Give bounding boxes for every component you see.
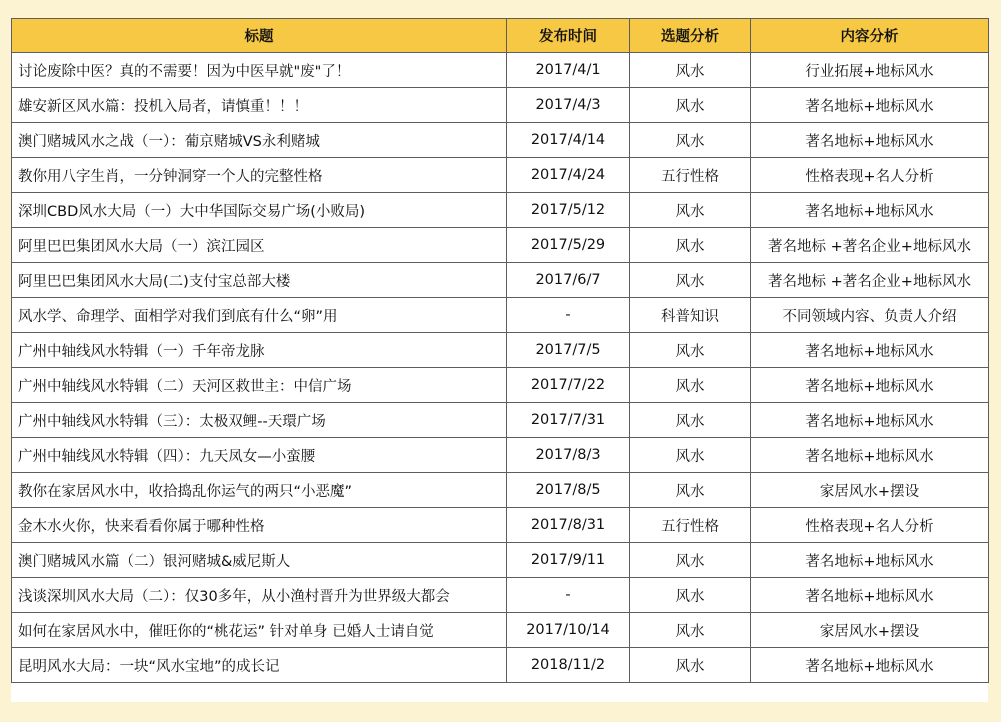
row-publish-date: 2017/5/12 [507, 193, 630, 228]
table-row [12, 158, 989, 193]
row-publish-date: 2017/8/3 [507, 438, 630, 473]
row-title: 教你用八字生肖，一分钟洞穿一个人的完整性格 [12, 158, 507, 193]
row-title: 阿里巴巴集团风水大局（一）滨江园区 [12, 228, 507, 263]
row-content-analysis: 著名地标+地标风水 [751, 368, 989, 403]
row-publish-date: 2017/6/7 [507, 263, 630, 298]
row-title: 澳门赌城风水篇（二）银河赌城&威尼斯人 [12, 543, 507, 578]
row-content-analysis: 著名地标 +著名企业+地标风水 [751, 263, 989, 298]
row-topic: 风水 [630, 368, 751, 403]
row-title: 金木水火你，快来看看你属于哪种性格 [12, 508, 507, 543]
row-publish-date: 2017/8/31 [507, 508, 630, 543]
table-row [12, 263, 989, 298]
table-row [12, 123, 989, 158]
table-row [12, 578, 989, 613]
row-topic: 科普知识 [630, 298, 751, 333]
row-topic: 风水 [630, 648, 751, 683]
table-row [12, 473, 989, 508]
table-row [12, 543, 989, 578]
row-publish-date: 2017/4/3 [507, 88, 630, 123]
row-topic: 风水 [630, 228, 751, 263]
row-content-analysis: 行业拓展+地标风水 [751, 53, 989, 88]
row-publish-date: 2017/4/14 [507, 123, 630, 158]
row-title: 广州中轴线风水特辑（三）：太极双鲤--天環广场 [12, 403, 507, 438]
row-topic: 五行性格 [630, 508, 751, 543]
row-content-analysis: 不同领域内容、负责人介绍 [751, 298, 989, 333]
row-publish-date: - [507, 298, 630, 333]
row-publish-date: 2017/7/31 [507, 403, 630, 438]
row-content-analysis: 著名地标+地标风水 [751, 578, 989, 613]
row-publish-date: 2017/7/22 [507, 368, 630, 403]
row-title: 风水学、命理学、面相学对我们到底有什么“卵”用 [12, 298, 507, 333]
row-title: 广州中轴线风水特辑（四）：九天凤女—小蛮腰 [12, 438, 507, 473]
row-publish-date: 2017/9/11 [507, 543, 630, 578]
row-topic: 风水 [630, 193, 751, 228]
row-topic: 风水 [630, 473, 751, 508]
row-topic: 风水 [630, 333, 751, 368]
row-topic: 风水 [630, 543, 751, 578]
row-topic: 风水 [630, 123, 751, 158]
table-row [12, 193, 989, 228]
row-publish-date: 2017/7/5 [507, 333, 630, 368]
row-publish-date: 2017/4/1 [507, 53, 630, 88]
row-title: 教你在家居风水中，收拾捣乱你运气的两只“小恶魔” [12, 473, 507, 508]
table-row [12, 88, 989, 123]
row-content-analysis: 著名地标+地标风水 [751, 403, 989, 438]
row-title: 广州中轴线风水特辑（一）千年帝龙脉 [12, 333, 507, 368]
row-topic: 风水 [630, 613, 751, 648]
row-content-analysis: 著名地标+地标风水 [751, 88, 989, 123]
row-content-analysis: 著名地标+地标风水 [751, 648, 989, 683]
header-content-analysis: 内容分析 [751, 19, 989, 53]
table-row [12, 53, 989, 88]
row-title: 讨论废除中医？真的不需要！因为中医早就"废"了！ [12, 53, 507, 88]
row-content-analysis: 著名地标+地标风水 [751, 543, 989, 578]
row-content-analysis: 著名地标+地标风水 [751, 123, 989, 158]
row-topic: 风水 [630, 403, 751, 438]
row-publish-date: 2017/8/5 [507, 473, 630, 508]
row-content-analysis: 著名地标+地标风水 [751, 193, 989, 228]
table-row [12, 403, 989, 438]
row-title: 澳门赌城风水之战（一）：葡京赌城VS永利赌城 [12, 123, 507, 158]
row-content-analysis: 家居风水+摆设 [751, 473, 989, 508]
row-publish-date: 2017/5/29 [507, 228, 630, 263]
row-title: 如何在家居风水中，催旺你的“桃花运” 针对单身 已婚人士请自觉 [12, 613, 507, 648]
row-content-analysis: 性格表现+名人分析 [751, 508, 989, 543]
article-analysis-table [11, 18, 989, 683]
table-row [12, 368, 989, 403]
row-title: 深圳CBD风水大局（一）大中华国际交易广场(小败局) [12, 193, 507, 228]
row-title: 阿里巴巴集团风水大局(二)支付宝总部大楼 [12, 263, 507, 298]
row-topic: 风水 [630, 263, 751, 298]
table-row [12, 298, 989, 333]
row-publish-date: 2017/10/14 [507, 613, 630, 648]
row-title: 浅谈深圳风水大局（二）：仅30多年，从小渔村晋升为世界级大都会 [12, 578, 507, 613]
row-publish-date: 2017/4/24 [507, 158, 630, 193]
header-title: 标题 [12, 19, 507, 53]
row-title: 昆明风水大局：一块“风水宝地”的成长记 [12, 648, 507, 683]
row-content-analysis: 著名地标+地标风水 [751, 438, 989, 473]
row-publish-date: 2018/11/2 [507, 648, 630, 683]
table-row [12, 438, 989, 473]
table-row [12, 228, 989, 263]
table-row [12, 333, 989, 368]
row-topic: 风水 [630, 88, 751, 123]
header-topic-analysis: 选题分析 [630, 19, 751, 53]
table-body [12, 53, 989, 683]
table-header-row [12, 19, 989, 53]
table-row [12, 613, 989, 648]
row-topic: 风水 [630, 578, 751, 613]
content-table-frame [11, 18, 988, 702]
table-row [12, 648, 989, 683]
row-content-analysis: 家居风水+摆设 [751, 613, 989, 648]
row-title: 雄安新区风水篇：投机入局者，请慎重！！！ [12, 88, 507, 123]
table-row [12, 508, 989, 543]
row-title: 广州中轴线风水特辑（二）天河区救世主：中信广场 [12, 368, 507, 403]
row-content-analysis: 性格表现+名人分析 [751, 158, 989, 193]
header-publish-date: 发布时间 [507, 19, 630, 53]
row-topic: 风水 [630, 438, 751, 473]
row-content-analysis: 著名地标 +著名企业+地标风水 [751, 228, 989, 263]
row-topic: 风水 [630, 53, 751, 88]
row-topic: 五行性格 [630, 158, 751, 193]
row-content-analysis: 著名地标+地标风水 [751, 333, 989, 368]
row-publish-date: - [507, 578, 630, 613]
